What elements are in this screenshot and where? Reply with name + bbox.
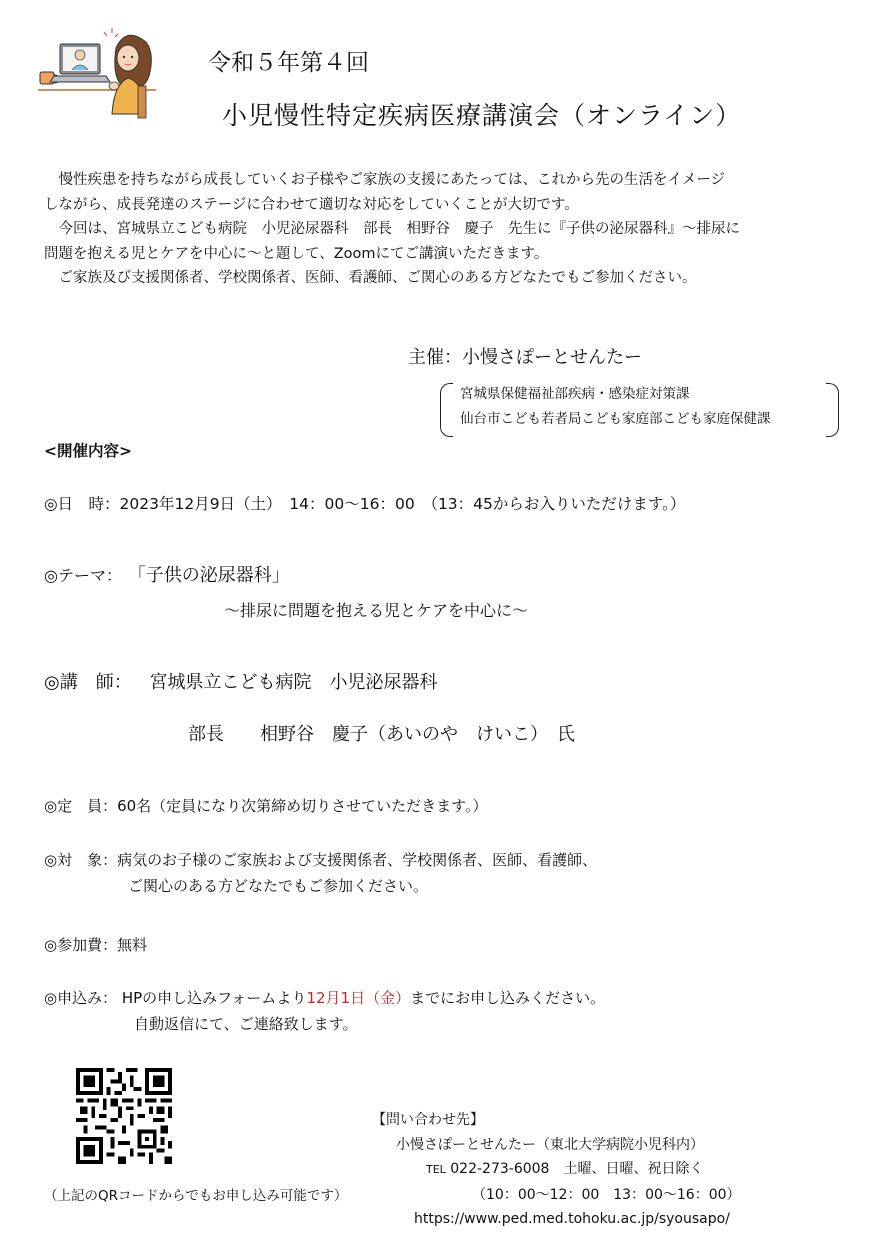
contact-hours: （10：00～12：00 13：00～16：00） [472,1186,741,1203]
lecturer-name: 部長 相野谷 慶子（あいのや けいこ） 氏 [188,724,575,745]
contact-tel: 022-273-6008 土曜、日曜、祝日除く [450,1161,704,1177]
host-label: 主催：小慢さぽーとせんたー [408,347,642,368]
cohost-item: 仙台市こども若者局こども家庭部こども家庭保健課 [460,411,771,427]
contact-block [372,1108,741,1232]
contact-org: 小慢さぽーとせんたー（東北大学病院小児科内） [396,1136,704,1153]
intro-paragraph [44,168,740,291]
intro-line: しながら、成長発達のステージに合わせて適切な対応をしていくことが大切です。 [44,196,579,213]
target-line-2: ご関心のある方どなたでもご参加ください。 [128,877,429,895]
intro-line: ご家族及び支援関係者、学校関係者、医師、看護師、ご関心のある方どなたでもご参加ください。 [44,270,697,286]
contact-tel-line [372,1157,741,1183]
bracket-right [826,383,839,437]
cohost-list [460,382,771,432]
apply-suffix: までにお申し込みください。 [410,989,606,1007]
apply-prefix: ◎申込み： HPの申し込みフォームより [44,989,307,1007]
theme-title: 「子供の泌尿器科」 [127,565,290,586]
contact-url[interactable]: https://www.ped.med.tohoku.ac.jp/syousapo/ [414,1211,730,1227]
apply-line [44,987,605,1008]
tel-label: TEL [426,1163,446,1176]
lecturer-label: ◎講 師： [44,672,132,693]
fee-line: ◎参加費：無料 [44,936,148,954]
theme-subtitle: ～排尿に問題を抱える児とケアを中心に～ [224,601,529,620]
cohost-item: 宮城県保健福祉部疾病・感染症対策課 [460,386,690,402]
bracket-left [440,383,453,437]
lecturer-line [44,668,437,694]
woman-at-laptop-illustration [38,24,156,122]
section-heading: <開催内容> [44,442,132,460]
apply-deadline: 12月1日（金） [306,989,411,1007]
capacity-line: ◎定 員：60名（定員になり次第締め切りさせていただきます。） [44,797,488,815]
intro-line: 慢性疾患を持ちながら成長していくお子様やご家族の支援にあたっては、これから先の生活をイメージ [44,172,726,188]
qr-caption: （上記のQRコードからでもお申し込み可能です） [44,1188,348,1204]
apply-line-2: 自動返信にて、ご連絡致します。 [134,1015,358,1033]
event-title: 小児慢性特定疾病医療講演会（オンライン） [222,101,742,130]
event-series-title: 令和５年第４回 [208,50,369,76]
target-line-1: ◎対 象：病気のお子様のご家族および支援関係者、学校関係者、医師、看護師、 [44,851,598,869]
lecturer-org: 宮城県立こども病院 小児泌尿器科 [149,672,438,693]
intro-line: 今回は、宮城県立こども病院 小児泌尿器科 部長 相野谷 慶子 先生に『子供の泌尿器科』～排尿に [44,221,740,237]
intro-line: 問題を抱える児とケアを中心に～と題して、Zoomにてご講演いただきます。 [44,245,549,262]
datetime-line: ◎日 時：2023年12月9日（土） 14：00～16：00 （13：45からお入りいただけます。） [44,495,686,513]
theme-label: ◎テーマ： [44,566,122,585]
qr-code[interactable] [76,1068,172,1164]
contact-heading: 【問い合わせ先】 [372,1112,484,1128]
theme-line [44,561,290,587]
